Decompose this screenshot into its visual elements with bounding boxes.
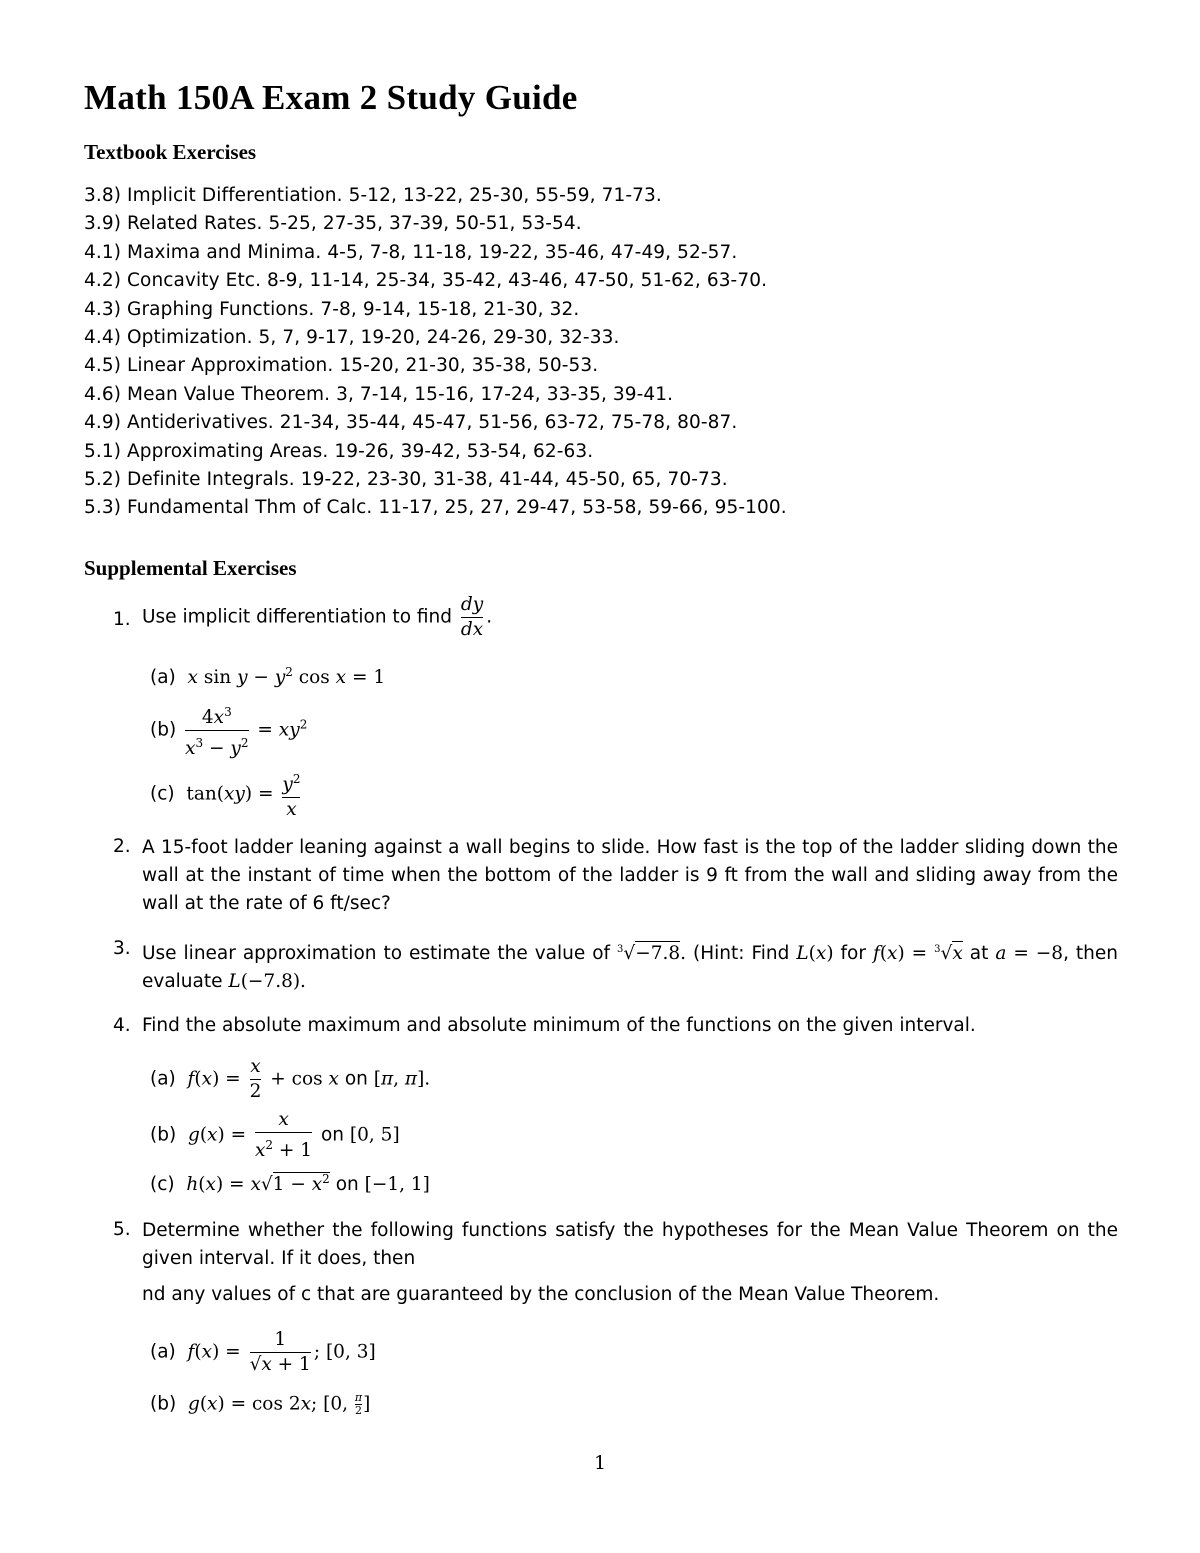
equation-4a: (a) f(x) = $\frac{x}{2}$ + cos x on [π, π]. [150, 1056, 431, 1102]
list-item: 4.3) Graphing Functions. 7-8, 9-14, 15-18, 21-30, 32. [84, 298, 580, 320]
question-2-text: A 15-foot ladder leaning against a wall begins to slide. How fast is the top of the ladder sliding down the wall at the instant of time when the bottom of the ladder is 9 ft from the wall and sliding away from the wall at the rate of 6 ft/sec? [142, 837, 1118, 914]
question-4-text: Find the absolute maximum and absolute minimum of the functions on the given interval. [142, 1015, 976, 1036]
list-item: 5.2) Definite Integrals. 19-22, 23-30, 31-38, 41-44, 45-50, 65, 70-73. [84, 468, 728, 490]
page-number: 1 [593, 1452, 607, 1474]
fraction-denominator: dx [460, 619, 484, 640]
list-item: 5.3) Fundamental Thm of Calc. 11-17, 25, 27, 29-47, 53-58, 59-66, 95-100. [84, 497, 787, 519]
list-item: 4.4) Optimization. 5, 7, 9-17, 19-20, 24-26, 29-30, 32-33. [84, 326, 620, 348]
equation-1b: (b) $\frac{4x^3}{x^3 - y^2}$ = $xy^2$ [150, 700, 307, 761]
equation-1a: (a) x $\sin y - y^2$ cos x = 1 [150, 665, 386, 689]
question-number: 1. [113, 609, 131, 630]
supplemental-heading: Supplemental Exercises [84, 556, 297, 580]
list-item: 3.9) Related Rates. 5-25, 27-35, 37-39, 50-51, 53-54. [84, 213, 582, 235]
list-item: 3.8) Implicit Differentiation. 5-12, 13-22, 25-30, 55-59, 71-73. [84, 185, 662, 206]
list-item: 4.1) Maxima and Minima. 4-5, 7-8, 11-18, 19-22, 35-46, 47-49, 52-57. [84, 241, 738, 263]
equation-4b: (b) g(x) = $\frac{x}{x^2 + 1}$ on [0, 5] [150, 1109, 400, 1162]
on-word: on [320, 1124, 345, 1146]
dy-dx-fraction [461, 593, 483, 642]
textbook-exercise-list [84, 182, 787, 523]
question-text: at [969, 943, 989, 965]
equation-5a: (a) f(x) = $\frac{1}{√x + 1}$ ; [0, 3] [150, 1329, 376, 1375]
question-text: for [840, 943, 866, 965]
list-item: 4.9) Antiderivatives. 21-34, 35-44, 45-47, 51-56, 63-72, 75-78, 80-87. [84, 412, 738, 434]
list-item: 4.2) Concavity Etc. 8-9, 11-14, 25-34, 35-42, 43-46, 47-50, 51-62, 63-70. [84, 270, 768, 292]
part-label: (c) [150, 1174, 175, 1196]
fraction: $\frac{1}{√x + 1}$ [249, 1329, 311, 1375]
question-number: 3. [113, 938, 131, 959]
part-label: (a) [150, 1068, 176, 1090]
list-item: 4.5) Linear Approximation. 15-20, 21-30, 35-38, 50-53. [84, 355, 599, 377]
list-item: 5.1) Approximating Areas. 19-26, 39-42, 53-54, 62-63. [84, 440, 594, 462]
question-text: , then evaluate [142, 943, 1119, 993]
equation-5b: (b) g(x) = cos 2x; [0, $\frac{\pi}{2}$ ] [150, 1391, 371, 1417]
fraction: $\frac{\pi}{2}$ [354, 1391, 363, 1417]
question-5-text: Determine whether the following functions satisfy the hypotheses for the Mean Value Theorem on the given interval. If it does, then [142, 1220, 1118, 1269]
question-3-text: Use linear approximation to estimate the value of $^3$√−7.8. (Hint: Find L(x) for f(x) = $^3$√x at a = −8, then evaluate L(−7.8). [142, 943, 1119, 993]
part-label: (b) [150, 719, 177, 741]
on-word: on [335, 1174, 359, 1196]
fraction: $\frac{x}{2}$ [249, 1056, 262, 1102]
part-label: (a) [150, 1341, 176, 1363]
question-5-continuation: nd any values of c that are guaranteed by the conclusion of the Mean Value Theorem. [142, 1284, 940, 1305]
fraction: $\frac{x}{x^2 + 1}$ [254, 1109, 313, 1162]
on-word: on [344, 1068, 368, 1090]
fraction-numerator: dy [460, 594, 484, 615]
part-label: (a) [150, 667, 176, 689]
list-item: 4.6) Mean Value Theorem. 3, 7-14, 15-16, 17-24, 33-35, 39-41. [84, 383, 674, 405]
question-number: 4. [113, 1015, 131, 1036]
fraction: $\frac{y^2}{x}$ [282, 772, 301, 821]
question-1-text: Use implicit differentiation to find $\frac{dy}{dx}$ . [142, 594, 493, 640]
page-title: Math 150A Exam 2 Study Guide [84, 78, 578, 117]
question-text: Use linear approximation to estimate the value of [142, 943, 611, 965]
part-label: (b) [150, 1124, 177, 1146]
fraction: $\frac{4x^3}{x^3 - y^2}$ [185, 705, 249, 760]
question-number: 5. [113, 1219, 131, 1240]
question-text: Use implicit differentiation to find [142, 606, 453, 628]
textbook-heading: Textbook Exercises [84, 140, 257, 164]
question-text: (Hint: Find [693, 943, 790, 965]
question-number: 2. [113, 836, 131, 857]
part-label: (b) [150, 1393, 177, 1415]
part-label: (c) [150, 783, 175, 805]
equation-4c: (c) $h(x) = x√1 - x^2$ on [−1, 1] [150, 1172, 430, 1196]
equation-1c: (c) tan(xy) = $\frac{y^2}{x}$ [150, 767, 303, 822]
